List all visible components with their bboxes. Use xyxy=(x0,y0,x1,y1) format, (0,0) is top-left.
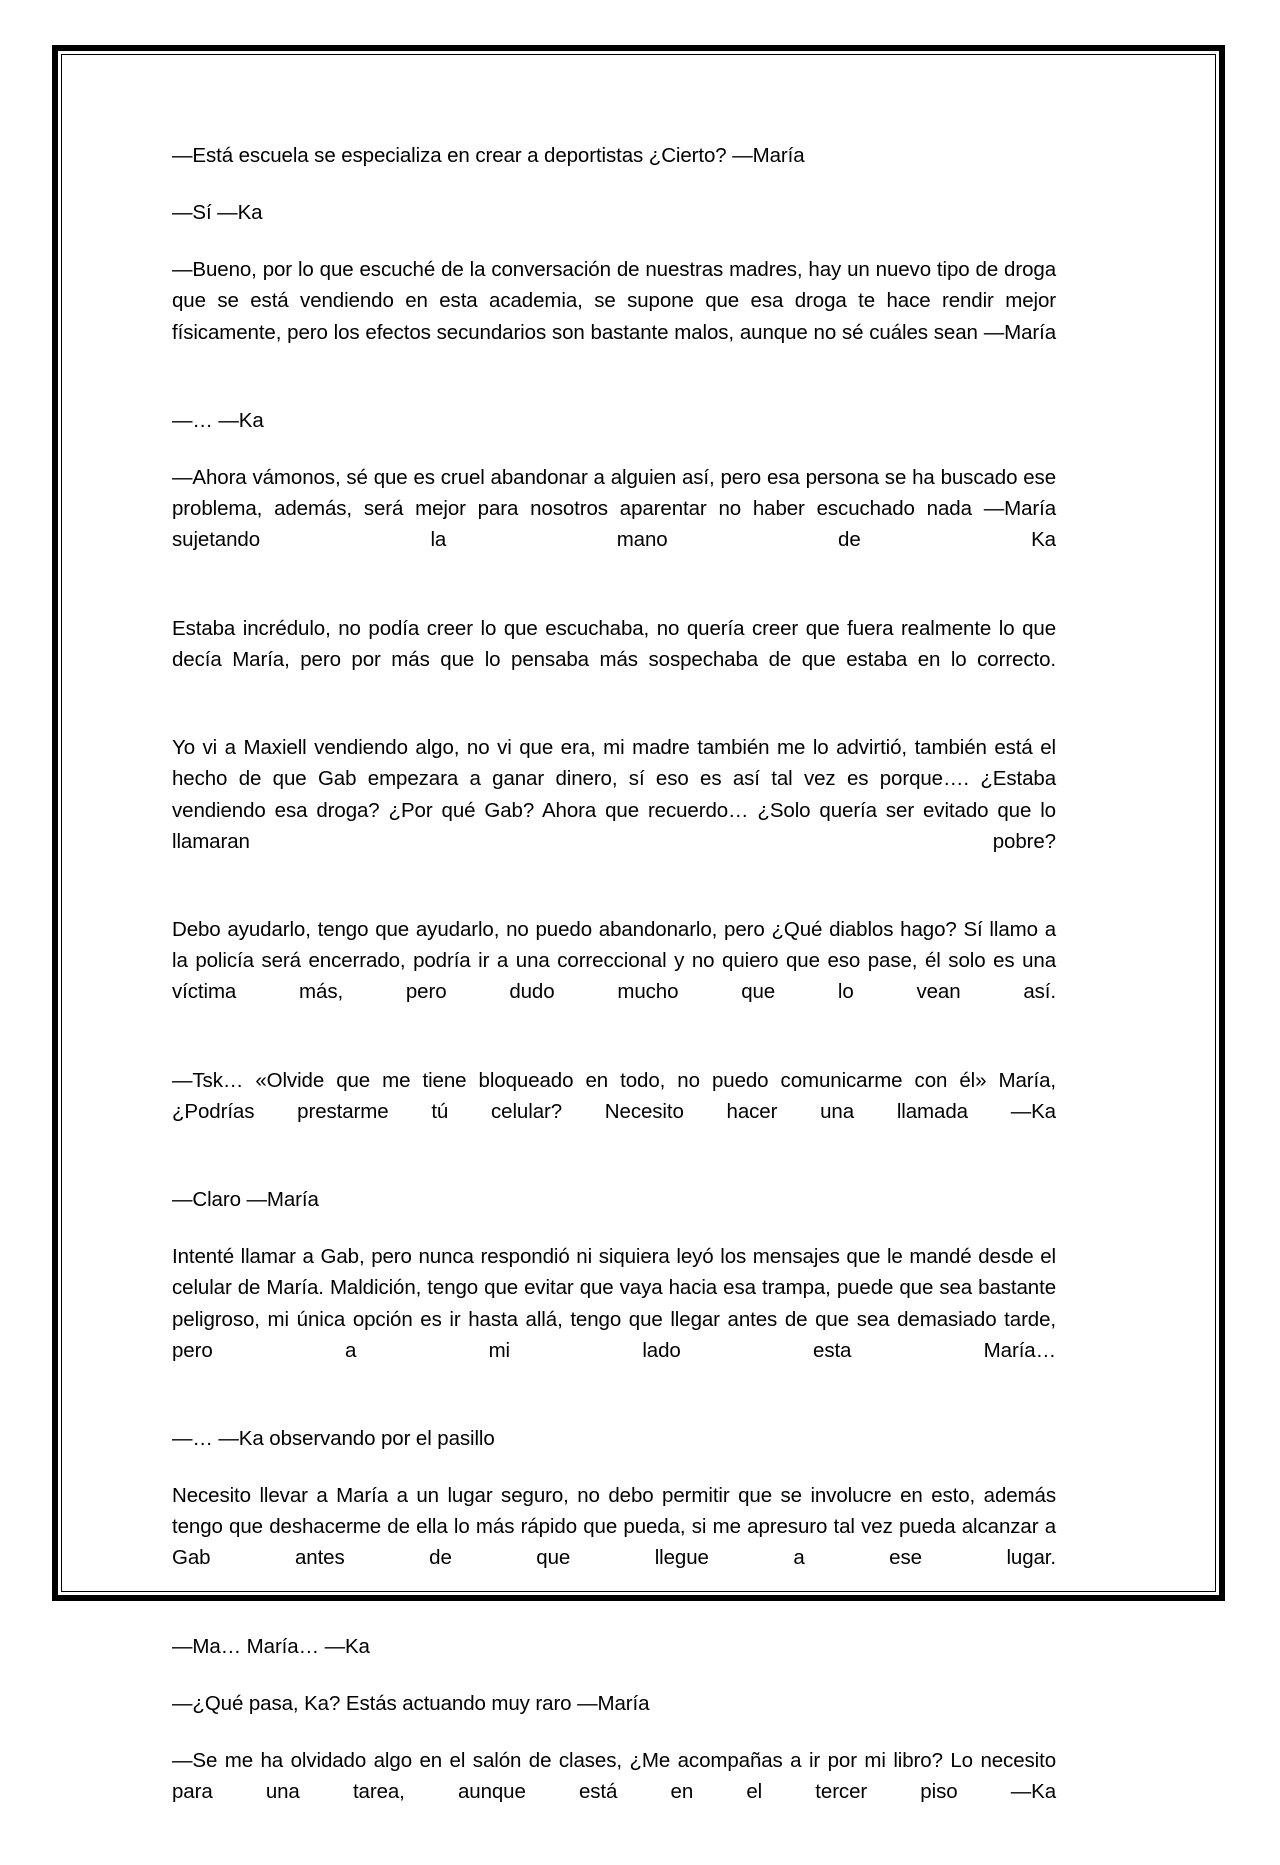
paragraph-10: —Claro —María xyxy=(172,1188,319,1212)
paragraph-15: —¿Qué pasa, Ka? Estás actuando muy raro —María xyxy=(172,1691,650,1715)
paragraph-4: —… —Ka xyxy=(172,408,264,432)
paragraph-7: Yo vi a Maxiell vendiendo algo, no vi que era, mi madre también me lo advirtió, también está el hecho de que Gab empezara a ganar dinero, sí eso es así tal vez es porque…. ¿Estaba vendiendo esa droga? ¿Por qué Gab? Ahora que recuerdo… ¿Solo quería ser evitado que lo llamaran pobre? xyxy=(172,736,1056,853)
paragraph-5: —Ahora vámonos, sé que es cruel abandonar a alguien así, pero esa persona se ha buscado ese problema, además, será mejor para nosotros aparentar no haber escuchado nada —María sujetando la mano de Ka xyxy=(172,466,1056,552)
paragraph-14: —Ma… María… —Ka xyxy=(172,1634,370,1658)
document-page-inner-border xyxy=(61,54,1216,1804)
document-page-frame xyxy=(52,45,1225,1804)
paragraph-8: Debo ayudarlo, tengo que ayudarlo, no puedo abandonarlo, pero ¿Qué diablos hago? Sí llamo a la policía será encerrado, podría ir a una correccional y no quiero que eso pase, él solo es una víctima más, pero dudo mucho que lo vean así. xyxy=(172,917,1056,1004)
paragraph-13: Necesito llevar a María a un lugar seguro, no debo permitir que se involucre en esto, además tengo que deshacerme de ella lo más rápido que pueda, si me apresuro tal vez pueda alcanzar a Gab antes de que llegue a ese lugar. xyxy=(172,1484,1056,1570)
paragraph-1: —Está escuela se especializa en crear a deportistas ¿Cierto? —María xyxy=(172,144,805,167)
paragraph-6: Estaba incrédulo, no podía creer lo que escuchaba, no quería creer que fuera realmente lo que decía María, pero por más que lo pensaba más sospechaba de que estaba en lo correcto. xyxy=(172,616,1056,671)
paragraph-2: —Sí —Ka xyxy=(172,201,263,225)
document-text-body xyxy=(172,140,1056,1865)
paragraph-9: —Tsk… «Olvide que me tiene bloqueado en todo, no puedo comunicarme con él» María, ¿Podrías prestarme tú celular? Necesito hacer una llamada —Ka xyxy=(172,1068,1056,1123)
paragraph-16: —Se me ha olvidado algo en el salón de clases, ¿Me acompañas a ir por mi libro? Lo necesito para una tarea, aunque está en el tercer piso —Ka xyxy=(172,1749,1056,1804)
paragraph-3: —Bueno, por lo que escuché de la conversación de nuestras madres, hay un nuevo tipo de droga que se está vendiendo en esta academia, se supone que esa droga te hace rendir mejor físicamente, pero los efectos secundarios son bastante malos, aunque no sé cuáles sean —María xyxy=(172,258,1056,344)
paragraph-12: —… —Ka observando por el pasillo xyxy=(172,1427,495,1450)
paragraph-11: Intenté llamar a Gab, pero nunca respondió ni siquiera leyó los mensajes que le mandé desde el celular de María. Maldición, tengo que evitar que vaya hacia esa trampa, puede que sea bastante peligroso, mi única opción es ir hasta allá, tengo que llegar antes de que sea demasiado tarde, pero a mi lado esta María… xyxy=(172,1245,1056,1362)
